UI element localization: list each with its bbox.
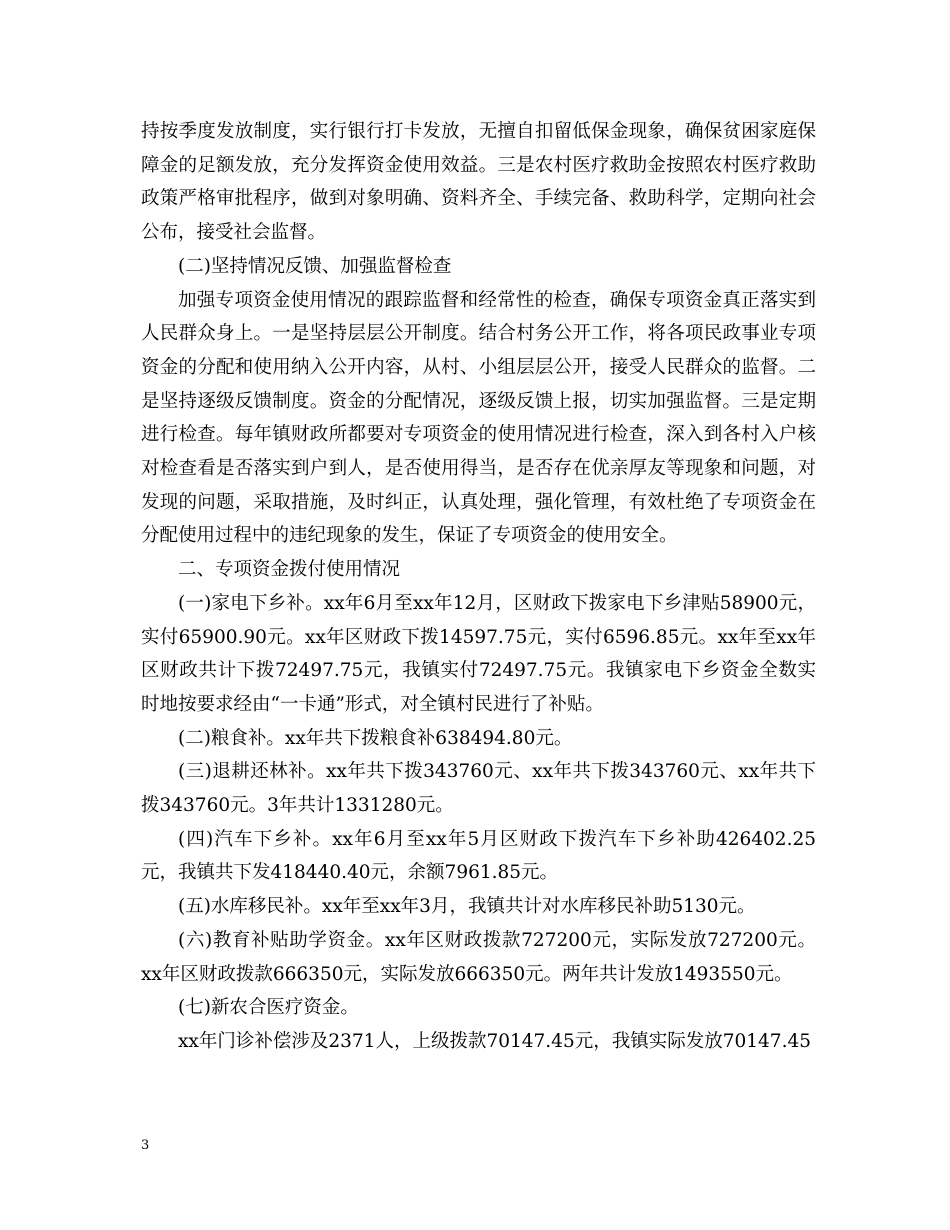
paragraph: (一)家电下乡补。xx年6月至xx年12月，区财政下拨家电下乡津贴58900元，实付65900.90元。xx年区财政下拨14597.75元，实付6596.85元。xx年至xx年区财政共计下拨72497.75元，我镇实付72497.75元。我镇家电下乡资金全数实时地按要求经由“一卡通”形式，对全镇村民进行了补贴。: [141, 592, 816, 715]
paragraph: (四)汽车下乡补。xx年6月至xx年5月区财政下拨汽车下乡补助426402.25元，我镇共下发418440.40元，余额7961.85元。: [141, 828, 816, 884]
paragraph: (二)粮食补。xx年共下拨粮食补638494.80元。: [178, 727, 573, 749]
paragraph: xx年门诊补偿涉及2371人，上级拨款70147.45元，我镇实际发放70147.45: [178, 1030, 811, 1052]
paragraph: (五)水库移民补。xx年至xx年3月，我镇共计对水库移民补助5130元。: [178, 896, 756, 918]
section-heading: 二、专项资金拨付使用情况: [178, 559, 401, 581]
paragraph: 加强专项资金使用情况的跟踪监督和经常性的检查，确保专项资金真正落实到人民群众身上。一是坚持层层公开制度。结合村务公开工作，将各项民政事业专项资金的分配和使用纳入公开内容，从村、小组层层公开，接受人民群众的监督。二是坚持逐级反馈制度。资金的分配情况，逐级反馈上报，切实加强监督。三是定期进行检查。每年镇财政所都要对专项资金的使用情况进行检查，深入到各村入户核对检查看是否落实到户到人，是否使用得当，是否存在优亲厚友等现象和问题，对发现的问题，采取措施，及时纠正，认真处理，强化管理，有效杜绝了专项资金在分配使用过程中的违纪现象的发生，保证了专项资金的使用安全。: [141, 289, 816, 547]
paragraph: 持按季度发放制度，实行银行打卡发放，无擅自扣留低保金现象，确保贫困家庭保障金的足额发放，充分发挥资金使用效益。三是农村医疗救助金按照农村医疗救助政策严格审批程序，做到对象明确、资料齐全、手续完备、救助科学，定期向社会公布，接受社会监督。: [141, 121, 816, 244]
paragraph: (三)退耕还林补。xx年共下拨343760元、xx年共下拨343760元、xx年共下拨343760元。3年共计1331280元。: [141, 761, 816, 817]
section-heading: (二)坚持情况反馈、加强监督检查: [178, 255, 452, 277]
document-body: [141, 115, 816, 1059]
page-number: 3: [141, 1138, 150, 1153]
section-heading: (七)新农合医疗资金。: [178, 997, 359, 1019]
paragraph: (六)教育补贴助学资金。xx年区财政拨款727200元，实际发放727200元。xx年区财政拨款666350元，实际发放666350元。两年共计发放1493550元。: [141, 929, 816, 985]
